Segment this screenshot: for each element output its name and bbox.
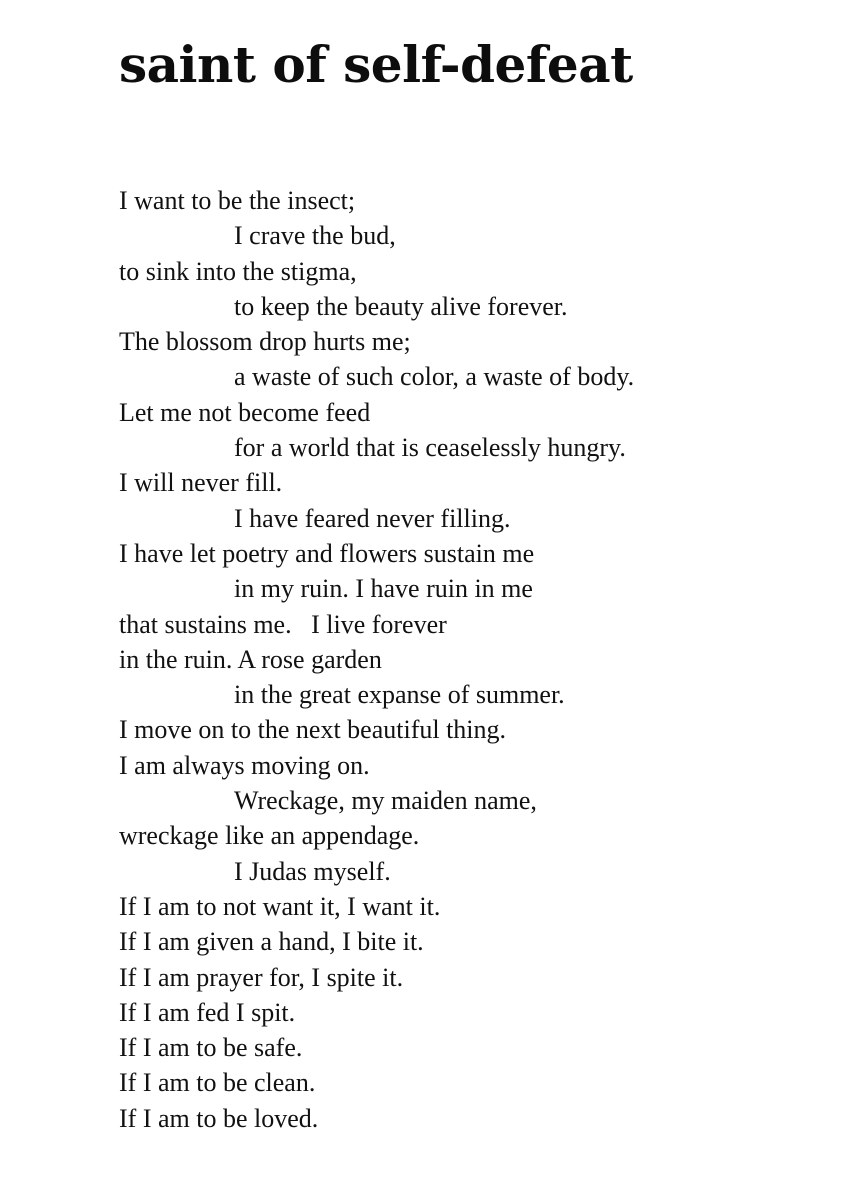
poem-line: that sustains me. I live forever bbox=[119, 609, 447, 639]
poem-line: wreckage like an appendage. bbox=[119, 821, 420, 851]
poem-line: to sink into the stigma, bbox=[119, 256, 357, 286]
poem-line: in the ruin. A rose garden bbox=[119, 644, 382, 674]
poem-line: If I am to be loved. bbox=[119, 1103, 319, 1133]
poem-line: for a world that is ceaselessly hungry. bbox=[234, 433, 626, 463]
poem-line: to keep the beauty alive forever. bbox=[234, 291, 568, 321]
poem-line: Wreckage, my maiden name, bbox=[234, 786, 537, 816]
poem-line: If I am fed I spit. bbox=[119, 997, 296, 1027]
poem-line: I have feared never filling. bbox=[234, 503, 511, 533]
poem-line: I have let poetry and flowers sustain me bbox=[119, 538, 535, 568]
poem-line: I crave the bud, bbox=[234, 221, 396, 251]
poem-body bbox=[119, 183, 634, 1136]
poem-line: If I am to be safe. bbox=[119, 1033, 303, 1063]
poem-line: If I am to not want it, I want it. bbox=[119, 891, 441, 921]
poem-line: I will never fill. bbox=[119, 468, 283, 498]
poem-line: a waste of such color, a waste of body. bbox=[234, 362, 635, 392]
poem-line: I am always moving on. bbox=[119, 750, 370, 780]
poem-line: Let me not become feed bbox=[119, 397, 371, 427]
poem-title: saint of self-defeat bbox=[119, 35, 633, 94]
poem-line: If I am prayer for, I spite it. bbox=[119, 962, 404, 992]
poem-line: The blossom drop hurts me; bbox=[119, 327, 411, 357]
poem-line: I want to be the insect; bbox=[119, 186, 356, 215]
poem-line: I move on to the next beautiful thing. bbox=[119, 715, 507, 745]
poem-line: I Judas myself. bbox=[234, 856, 391, 886]
poem-line: in my ruin. I have ruin in me bbox=[234, 574, 533, 604]
poem-line: If I am given a hand, I bite it. bbox=[119, 927, 424, 957]
poem-line: in the great expanse of summer. bbox=[234, 680, 565, 710]
poem-line: If I am to be clean. bbox=[119, 1068, 316, 1098]
